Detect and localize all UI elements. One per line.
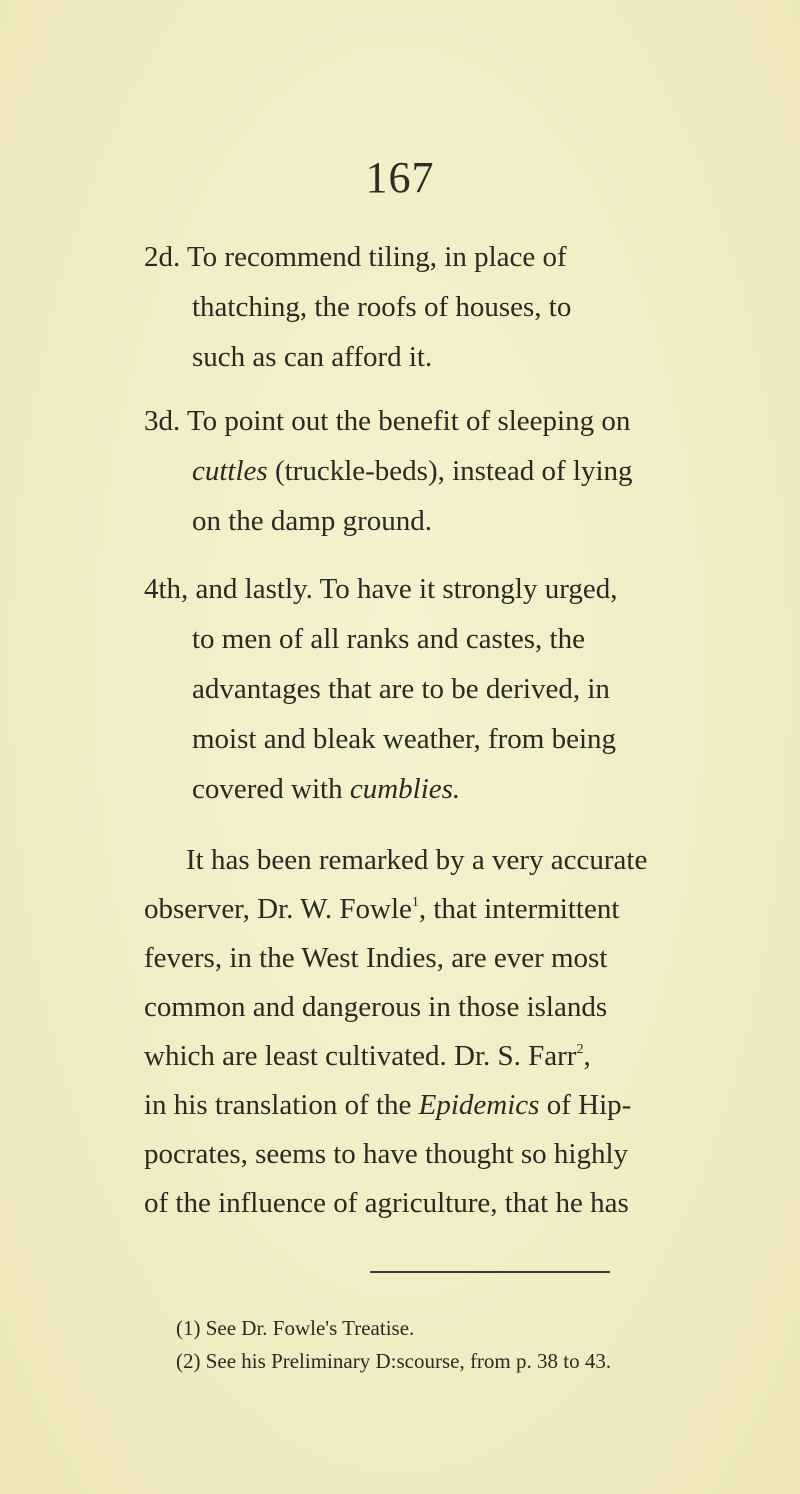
italic-term: cuttles	[192, 455, 268, 487]
list-item-line	[144, 446, 744, 496]
paragraph-line	[144, 885, 744, 934]
list-item-line: to men of all ranks and castes, the	[192, 623, 585, 655]
list-item-line: thatching, the roofs of houses, to	[192, 291, 572, 323]
paragraph-text: which are least cultivated. Dr. S. Farr	[144, 1040, 577, 1072]
list-item-line: 3d. To point out the benefit of sleeping on	[144, 405, 631, 437]
list-item-text: covered with	[192, 773, 350, 805]
italic-term: cumblies.	[349, 773, 461, 805]
paragraph-text: observer, Dr. W. Fowle	[144, 893, 412, 925]
list-item-line	[144, 764, 744, 814]
footnote-ref-2: 2	[576, 1042, 584, 1057]
list-item-4th	[144, 564, 744, 814]
footnote-divider	[370, 1271, 610, 1273]
list-item-3d	[144, 396, 744, 546]
list-item-line: moist and bleak weather, from being	[192, 723, 617, 755]
italic-title: Epidemics	[418, 1089, 540, 1121]
paragraph-text: in his translation of the	[144, 1089, 419, 1121]
list-item-line: 4th, and lastly. To have it strongly urged,	[144, 573, 618, 605]
paragraph-text: , that intermittent	[418, 893, 620, 925]
page-number: 167	[365, 153, 435, 202]
body-paragraph	[144, 836, 744, 1228]
list-item-2d	[144, 232, 744, 382]
paragraph-line: It has been remarked by a very accurate	[186, 844, 648, 876]
list-item-line: such as can afford it.	[192, 341, 433, 373]
paragraph-line: common and dangerous in those islands	[144, 991, 608, 1023]
list-item-text: (truckle-beds), instead of lying	[267, 455, 633, 487]
footnote-ref-1: 1	[411, 895, 419, 910]
paragraph-line: fevers, in the West Indies, are ever most	[144, 942, 608, 974]
paragraph-text: of Hip-	[539, 1089, 632, 1121]
paragraph-line	[144, 1032, 744, 1081]
list-item-line: advantages that are to be derived, in	[192, 673, 610, 705]
footnote-2: (2) See his Preliminary D:scourse, from p. 38 to 43.	[176, 1349, 612, 1373]
paragraph-text: ,	[583, 1040, 591, 1072]
paragraph-line: of the influence of agriculture, that he has	[144, 1187, 629, 1219]
list-item-line: on the damp ground.	[192, 505, 433, 537]
list-item-line: 2d. To recommend tiling, in place of	[144, 241, 567, 273]
paragraph-line	[144, 1081, 744, 1130]
footnote-1: (1) See Dr. Fowle's Treatise.	[176, 1316, 415, 1340]
footnotes	[176, 1312, 611, 1378]
paragraph-line: pocrates, seems to have thought so highly	[144, 1138, 629, 1170]
